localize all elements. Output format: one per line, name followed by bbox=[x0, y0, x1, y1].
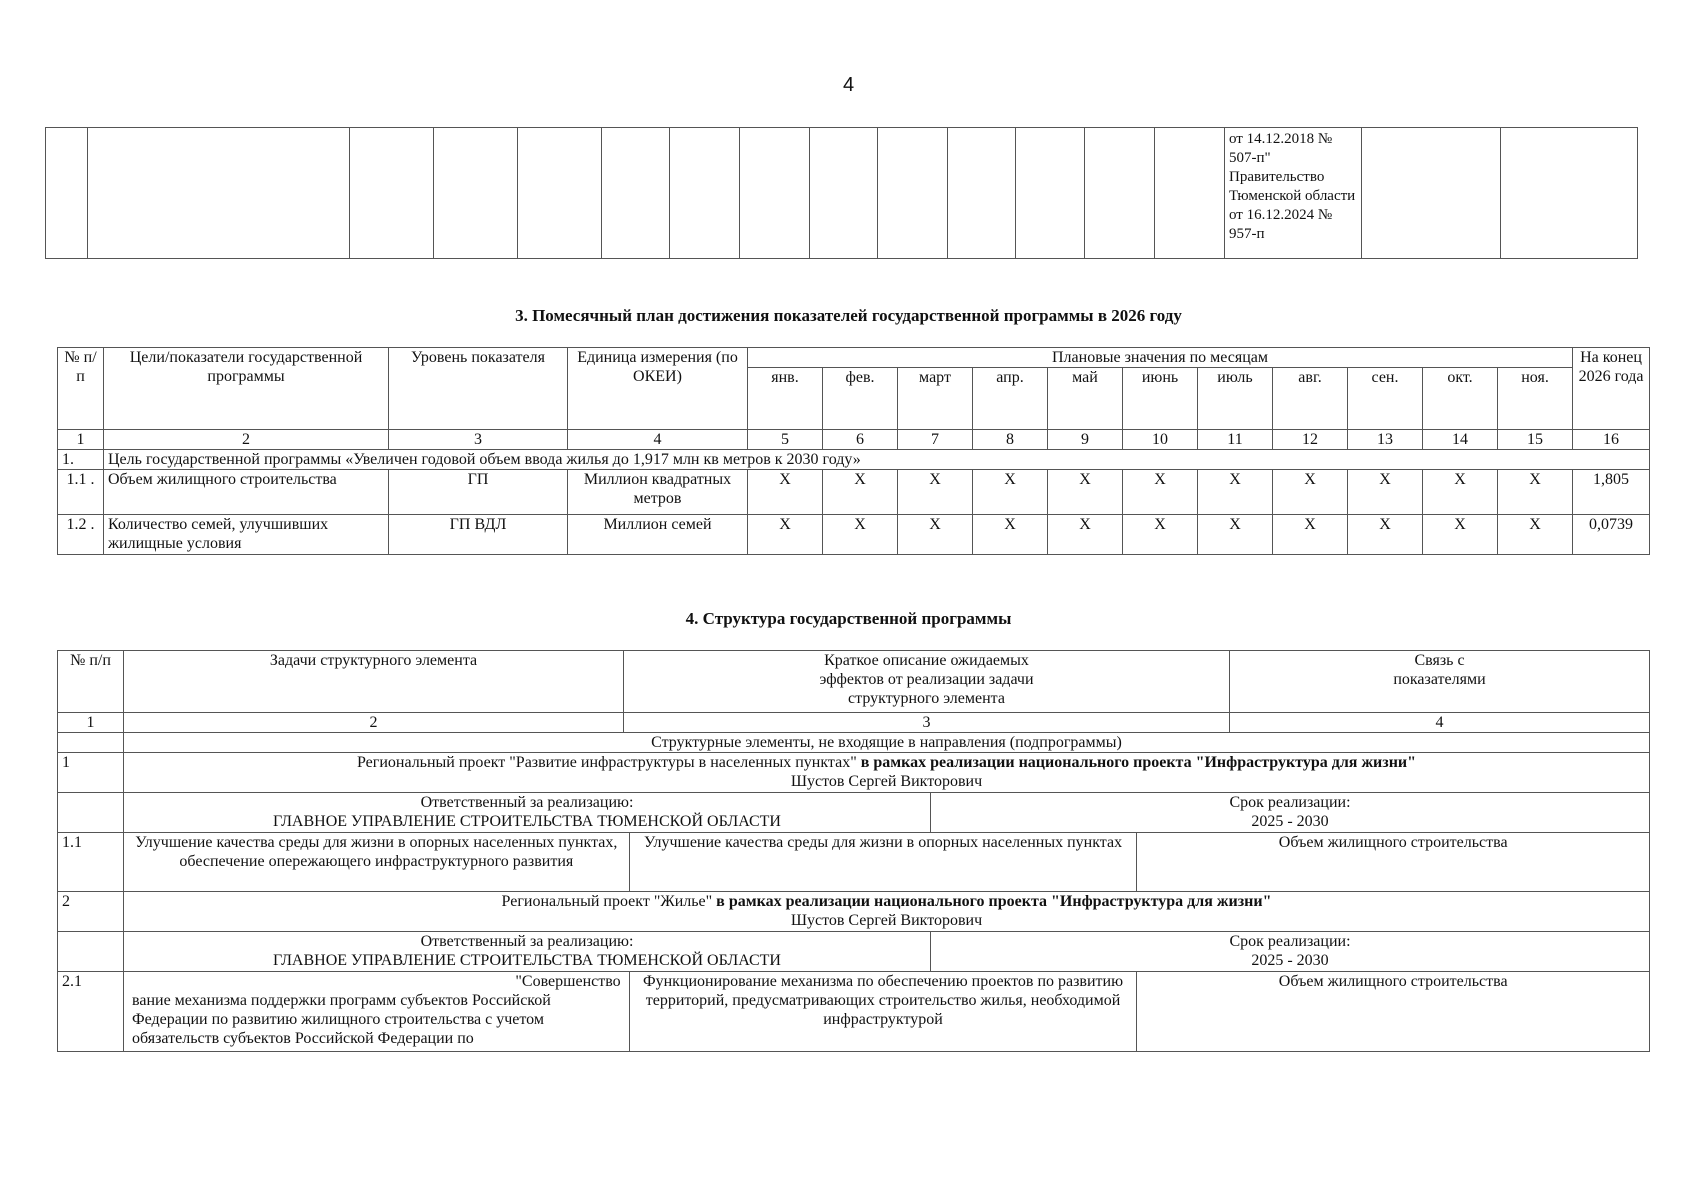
table-header-row bbox=[58, 348, 1650, 368]
section-4-title: 4. Структура государственной программы bbox=[685, 609, 1012, 628]
row-month-value: Х bbox=[1048, 470, 1123, 515]
header-unit: Единица измерения (по ОКЕИ) bbox=[568, 348, 748, 430]
row-unit: Миллион квадратных метров bbox=[568, 470, 748, 515]
row-month-value: Х bbox=[823, 515, 898, 555]
responsible-block bbox=[124, 932, 931, 971]
col-number: 1 bbox=[58, 430, 104, 450]
header-link-text: Связь с показателями bbox=[1393, 652, 1486, 688]
col-number: 9 bbox=[1048, 430, 1123, 450]
project-title-regular: Региональный проект "Жилье" bbox=[501, 893, 713, 910]
term-block bbox=[931, 932, 1649, 971]
project-person: Шустов Сергей Викторович bbox=[790, 773, 983, 790]
row-month-value: Х bbox=[748, 470, 823, 515]
row-month-value: Х bbox=[1348, 515, 1423, 555]
col-number: 15 bbox=[1498, 430, 1573, 450]
section-3-title: 3. Помесячный план достижения показателей государственной программы в 2026 году bbox=[515, 306, 1182, 325]
responsible-value: ГЛАВНОЕ УПРАВЛЕНИЕ СТРОИТЕЛЬСТВА ТЮМЕНСКОЙ ОБЛАСТИ bbox=[273, 952, 781, 969]
row-month-value: Х bbox=[1198, 470, 1273, 515]
responsible-row bbox=[58, 932, 1650, 972]
header-month: янв. bbox=[748, 368, 823, 430]
header-month: фев. bbox=[823, 368, 898, 430]
group-row bbox=[58, 733, 1650, 753]
col-number: 3 bbox=[389, 430, 568, 450]
column-number-row bbox=[58, 713, 1650, 733]
task-num: 2.1 bbox=[58, 972, 124, 1052]
page-number: 4 bbox=[842, 74, 855, 96]
row-level: ГП bbox=[389, 470, 568, 515]
col-number: 3 bbox=[624, 713, 1230, 733]
document-reference-cell: от 14.12.2018 № 507-п" Правительство Тюменской области от 16.12.2024 № 957-п bbox=[1225, 128, 1362, 259]
col-number: 1 bbox=[58, 713, 124, 733]
header-end: На конец 2026 года bbox=[1573, 348, 1650, 430]
responsible-label: Ответственный за реализацию: bbox=[420, 933, 634, 950]
group-title: Структурные элементы, не входящие в направления (подпрограммы) bbox=[124, 733, 1650, 753]
col-number: 10 bbox=[1123, 430, 1198, 450]
task-effect: Улучшение качества среды для жизни в опорных населенных пунктах bbox=[630, 833, 1138, 891]
row-num: 1.1 . bbox=[58, 470, 104, 515]
header-month: ноя. bbox=[1498, 368, 1573, 430]
table-header-row bbox=[58, 651, 1650, 713]
row-month-value: Х bbox=[1273, 470, 1348, 515]
project-title-regular: Региональный проект "Развитие инфраструктуры в населенных пунктах" bbox=[356, 754, 857, 771]
task-text: Улучшение качества среды для жизни в опорных населенных пунктах, обеспечение опережающего инфраструктурного развития bbox=[124, 833, 630, 891]
row-month-value: Х bbox=[1348, 470, 1423, 515]
responsible-value: ГЛАВНОЕ УПРАВЛЕНИЕ СТРОИТЕЛЬСТВА ТЮМЕНСКОЙ ОБЛАСТИ bbox=[273, 813, 781, 830]
col-number: 11 bbox=[1198, 430, 1273, 450]
row-month-value: Х bbox=[1123, 470, 1198, 515]
task-text-rest: вание механизма поддержки программ субъектов Российской Федерации по развитию жилищного строительства с учетом обязательств субъектов Российской Федерации по bbox=[132, 992, 551, 1047]
col-number: 6 bbox=[823, 430, 898, 450]
header-effects bbox=[624, 651, 1230, 713]
term-label: Срок реализации: bbox=[1229, 933, 1351, 950]
task-text bbox=[124, 972, 630, 1051]
row-name: Количество семей, улучшивших жилищные условия bbox=[104, 515, 389, 555]
task-num: 1.1 bbox=[58, 833, 124, 892]
col-number: 7 bbox=[898, 430, 973, 450]
project-num: 2 bbox=[58, 892, 124, 932]
row-month-value: Х bbox=[973, 470, 1048, 515]
row-month-value: Х bbox=[1423, 470, 1498, 515]
header-month: окт. bbox=[1423, 368, 1498, 430]
term-label: Срок реализации: bbox=[1229, 794, 1351, 811]
row-month-value: Х bbox=[898, 470, 973, 515]
row-month-value: Х bbox=[973, 515, 1048, 555]
row-month-value: Х bbox=[823, 470, 898, 515]
monthly-plan-table bbox=[57, 347, 1650, 555]
project-row bbox=[58, 892, 1650, 932]
task-row bbox=[58, 833, 1650, 892]
continuation-table bbox=[45, 127, 1638, 259]
task-link: Объем жилищного строительства bbox=[1278, 834, 1508, 851]
table-row bbox=[58, 470, 1650, 515]
responsible-row bbox=[58, 793, 1650, 833]
header-month: март bbox=[898, 368, 973, 430]
table-row bbox=[58, 515, 1650, 555]
header-month: июль bbox=[1198, 368, 1273, 430]
col-number: 14 bbox=[1423, 430, 1498, 450]
header-goals: Цели/показатели государственной программы bbox=[104, 348, 389, 430]
task-text-first: "Совершенство bbox=[515, 973, 621, 990]
responsible-label: Ответственный за реализацию: bbox=[420, 794, 634, 811]
row-month-value: Х bbox=[1498, 515, 1573, 555]
row-month-value: Х bbox=[1123, 515, 1198, 555]
project-person: Шустов Сергей Викторович bbox=[790, 912, 983, 929]
task-link: Объем жилищного строительства bbox=[1278, 973, 1508, 990]
header-month: апр. bbox=[973, 368, 1048, 430]
header-month: авг. bbox=[1273, 368, 1348, 430]
term-value: 2025 - 2030 bbox=[1251, 813, 1329, 830]
col-number: 16 bbox=[1573, 430, 1650, 450]
header-month: май bbox=[1048, 368, 1123, 430]
program-structure-table bbox=[57, 650, 1650, 1052]
table-row bbox=[46, 128, 1638, 259]
col-number: 5 bbox=[748, 430, 823, 450]
project-row bbox=[58, 753, 1650, 793]
header-level: Уровень показателя bbox=[389, 348, 568, 430]
col-number: 8 bbox=[973, 430, 1048, 450]
task-effect: Функционирование механизма по обеспечению проектов по развитию территорий, предусматривающих строительство жилья, необходимой инфраструктурой bbox=[630, 972, 1138, 1051]
term-value: 2025 - 2030 bbox=[1251, 952, 1329, 969]
row-end-value: 1,805 bbox=[1573, 470, 1650, 515]
header-effects-text: Краткое описание ожидаемых эффектов от реализации задачи структурного элемента bbox=[819, 652, 1034, 707]
project-title bbox=[124, 753, 1650, 793]
goal-text: Цель государственной программы «Увеличен годовой объем ввода жилья до 1,917 млн кв метров к 2030 году» bbox=[104, 450, 1650, 470]
col-number: 2 bbox=[124, 713, 624, 733]
col-number: 13 bbox=[1348, 430, 1423, 450]
header-month: сен. bbox=[1348, 368, 1423, 430]
header-num: № п/ п bbox=[58, 348, 104, 430]
row-level: ГП ВДЛ bbox=[389, 515, 568, 555]
project-title-bold: в рамках реализации национального проекта "Инфраструктура для жизни" bbox=[860, 754, 1417, 771]
header-num: № п/п bbox=[58, 651, 124, 713]
goal-row bbox=[58, 450, 1650, 470]
row-month-value: Х bbox=[1048, 515, 1123, 555]
col-number: 4 bbox=[568, 430, 748, 450]
term-block bbox=[931, 793, 1649, 832]
row-month-value: Х bbox=[1273, 515, 1348, 555]
col-number: 4 bbox=[1230, 713, 1650, 733]
header-tasks: Задачи структурного элемента bbox=[124, 651, 624, 713]
row-month-value: Х bbox=[1498, 470, 1573, 515]
row-month-value: Х bbox=[898, 515, 973, 555]
row-end-value: 0,0739 bbox=[1573, 515, 1650, 555]
row-month-value: Х bbox=[1423, 515, 1498, 555]
row-name: Объем жилищного строительства bbox=[104, 470, 389, 515]
col-number: 12 bbox=[1273, 430, 1348, 450]
header-link bbox=[1230, 651, 1650, 713]
goal-num: 1. bbox=[58, 450, 104, 470]
project-num: 1 bbox=[58, 753, 124, 793]
column-number-row bbox=[58, 430, 1650, 450]
row-month-value: Х bbox=[1198, 515, 1273, 555]
col-number: 2 bbox=[104, 430, 389, 450]
row-month-value: Х bbox=[748, 515, 823, 555]
header-planned: Плановые значения по месяцам bbox=[748, 348, 1573, 368]
row-unit: Миллион семей bbox=[568, 515, 748, 555]
row-num: 1.2 . bbox=[58, 515, 104, 555]
project-title-bold: в рамках реализации национального проекта "Инфраструктура для жизни" bbox=[716, 893, 1272, 910]
header-month: июнь bbox=[1123, 368, 1198, 430]
task-row bbox=[58, 972, 1650, 1052]
project-title bbox=[124, 892, 1650, 932]
responsible-block bbox=[124, 793, 931, 832]
